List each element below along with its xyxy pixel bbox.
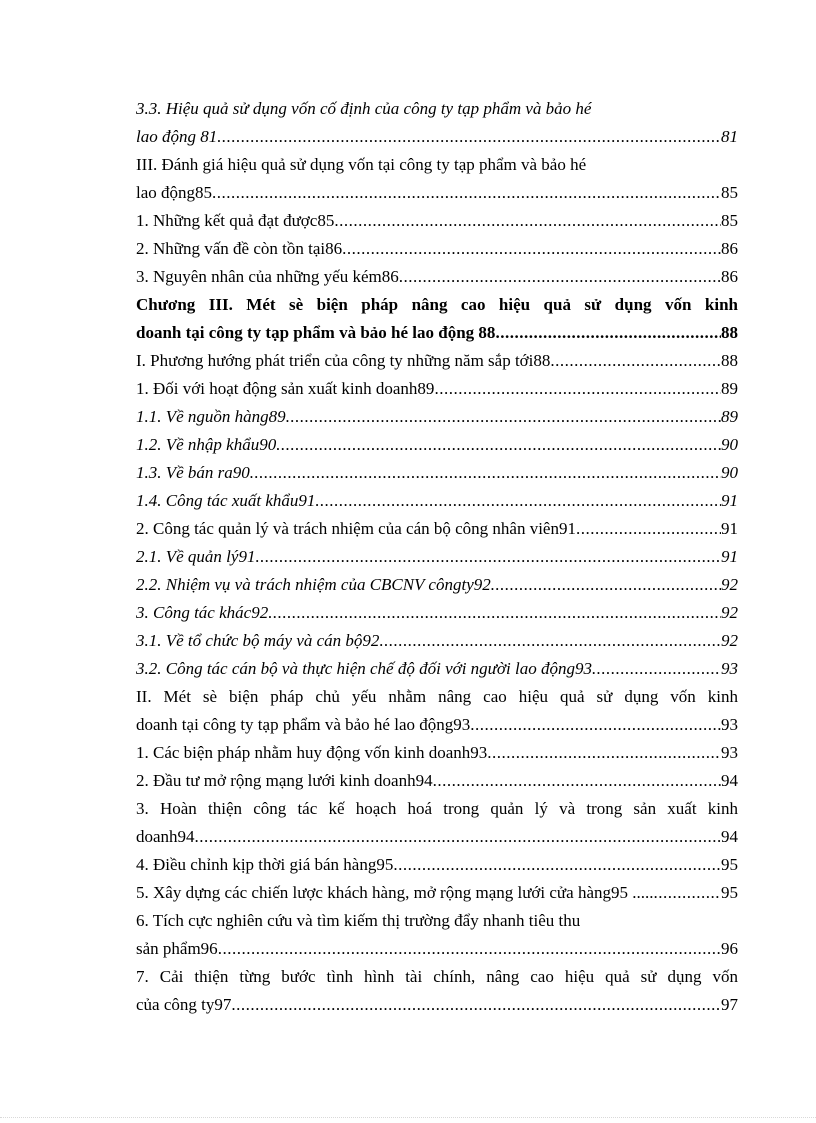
toc-page-number: 92 <box>721 575 738 594</box>
toc-entry-text: 2. Đầu tư mở rộng mạng lưới kinh doanh94 <box>136 771 433 790</box>
toc-page-number: 88 <box>721 351 738 370</box>
toc-entry-text: 6. Tích cực nghiên cứu và tìm kiếm thị trường đẩy nhanh tiêu thu <box>136 911 581 930</box>
toc-entry-text: sản phẩm96 <box>136 939 218 958</box>
toc-leader-dots <box>195 823 721 851</box>
toc-leader-dots <box>576 515 721 543</box>
toc-leader-dots <box>231 991 721 1019</box>
toc-page-number: 89 <box>721 407 738 426</box>
toc-page-number: 94 <box>721 827 738 846</box>
toc-leader-dots <box>434 375 721 403</box>
toc-entry <box>136 739 738 767</box>
toc-page-number: 85 <box>721 211 738 230</box>
toc-leader-dots <box>399 263 721 291</box>
toc-entry-3-3-line1 <box>136 95 738 123</box>
toc-page-number: 91 <box>721 491 738 510</box>
toc-entry-3-line2 <box>136 823 738 851</box>
toc-page-number: 85 <box>721 183 738 202</box>
toc-entry-7-line1 <box>136 963 738 991</box>
toc-page-number: 95 <box>721 855 738 874</box>
toc-entry <box>136 347 738 375</box>
toc-entry-text: III. Đánh giá hiệu quả sử dụng vốn tại công ty tạp phẩm và bảo hé <box>136 155 587 174</box>
toc-entry-text: 1. Đối với hoạt động sản xuất kinh doanh89 <box>136 379 435 398</box>
toc-entry-text: lao động 81 <box>136 127 218 146</box>
toc-entry-6-line1 <box>136 907 738 935</box>
toc-leader-dots <box>268 599 721 627</box>
toc-page-number: 86 <box>721 267 738 286</box>
toc-entry-II-line1 <box>136 683 738 711</box>
toc-page-number: 94 <box>721 771 738 790</box>
toc-entry-text: Chương III. Mét sè biện pháp nâng cao hiệu quả sử dụng vốn kinh <box>136 295 738 314</box>
toc-entry <box>136 459 738 487</box>
toc-entry-text: 7. Cải thiện từng bước tình hình tài chính, nâng cao hiệu quả sử dụng vốn <box>136 967 738 986</box>
toc-entry-text: 2. Những vấn đề còn tồn tại86 <box>136 239 343 258</box>
toc-entry <box>136 655 738 683</box>
toc-entry-text: 2. Công tác quản lý và trách nhiệm của cán bộ công nhân viên91 <box>136 519 576 538</box>
toc-entry-text: 1.4. Công tác xuất khẩu91 <box>136 491 316 510</box>
toc-entry-text: 3. Nguyên nhân của những yếu kém86 <box>136 267 399 286</box>
toc-leader-dots <box>250 459 721 487</box>
toc-page-number: 93 <box>721 659 738 678</box>
toc-entry-III-line2 <box>136 179 738 207</box>
toc-chapter-III-line2 <box>136 319 738 347</box>
toc-leader-dots <box>342 235 721 263</box>
toc-page-number: 93 <box>721 715 738 734</box>
toc-entry-text: của công ty97 <box>136 995 232 1014</box>
toc-leader-dots <box>491 571 721 599</box>
toc-entry-II-line2 <box>136 711 738 739</box>
toc-leader-dots <box>487 739 721 767</box>
toc-entry <box>136 207 738 235</box>
toc-page-number: 81 <box>721 127 738 146</box>
toc-entry <box>136 263 738 291</box>
toc-page-number: 97 <box>721 995 738 1014</box>
toc-page-number: 92 <box>721 631 738 650</box>
toc-page-number: 93 <box>721 743 738 762</box>
toc-entry-text: 3. Công tác khác92 <box>136 603 269 622</box>
toc-page-number: 91 <box>721 519 738 538</box>
toc-entry-text: doanh94 <box>136 827 195 846</box>
toc-entry <box>136 627 738 655</box>
toc-entry <box>136 515 738 543</box>
toc-entry-III-line1 <box>136 151 738 179</box>
toc-leader-dots <box>217 123 721 151</box>
toc-leader-dots <box>654 879 722 907</box>
toc-entry-text: 3.3. Hiệu quả sử dụng vốn cố định của công ty tạp phẩm và bảo hé <box>136 99 592 118</box>
toc-entry <box>136 431 738 459</box>
toc-entry <box>136 851 738 879</box>
toc-leader-dots <box>592 655 721 683</box>
table-of-contents <box>136 95 738 1019</box>
toc-entry-text: 1. Những kết quả đạt được85 <box>136 211 335 230</box>
toc-entry <box>136 571 738 599</box>
toc-entry <box>136 599 738 627</box>
toc-entry-text: 1.1. Về nguồn hàng89 <box>136 407 286 426</box>
toc-page-number: 92 <box>721 603 738 622</box>
toc-entry-text: 2.1. Về quản lý91 <box>136 547 256 566</box>
toc-leader-dots <box>495 319 721 347</box>
toc-entry-text: 3. Hoàn thiện công tác kế hoạch hoá trong quản lý và trong sản xuất kinh <box>136 799 738 818</box>
toc-entry-text: doanh tại công ty tạp phẩm và bảo hé lao động 88 <box>136 323 496 342</box>
toc-leader-dots <box>550 347 721 375</box>
toc-page-number: 88 <box>721 323 738 342</box>
toc-page-number: 86 <box>721 239 738 258</box>
toc-entry <box>136 235 738 263</box>
toc-entry <box>136 403 738 431</box>
toc-leader-dots <box>334 207 721 235</box>
toc-entry-7-line2 <box>136 991 738 1019</box>
toc-entry-6-line2 <box>136 935 738 963</box>
toc-leader-dots <box>470 711 721 739</box>
toc-leader-dots <box>255 543 721 571</box>
toc-entry <box>136 375 738 403</box>
toc-entry-text: II. Mét sè biện pháp chủ yếu nhằm nâng cao hiệu quả sử dụng vốn kinh <box>136 687 738 706</box>
toc-leader-dots <box>379 627 721 655</box>
toc-entry-text: I. Phương hướng phát triển của công ty những năm sắp tới88 <box>136 351 551 370</box>
toc-entry-text: 4. Điều chỉnh kịp thời giá bán hàng95 <box>136 855 394 874</box>
toc-page-number: 89 <box>721 379 738 398</box>
toc-leader-dots <box>218 935 721 963</box>
toc-page-number: 91 <box>721 547 738 566</box>
toc-leader-dots <box>276 431 721 459</box>
toc-leader-dots <box>212 179 721 207</box>
toc-entry-text: 1.3. Về bán ra90 <box>136 463 250 482</box>
toc-entry-text: 1. Các biện pháp nhằm huy động vốn kinh doanh93 <box>136 743 488 762</box>
toc-entry-text: 2.2. Nhiệm vụ và trách nhiệm của CBCNV côngty92 <box>136 575 491 594</box>
toc-leader-dots <box>393 851 721 879</box>
toc-entry <box>136 767 738 795</box>
toc-entry-text: 1.2. Về nhập khẩu90 <box>136 435 277 454</box>
toc-leader-dots <box>286 403 721 431</box>
toc-page-number: 90 <box>721 463 738 482</box>
toc-chapter-III-line1 <box>136 291 738 319</box>
toc-entry-3-line1 <box>136 795 738 823</box>
toc-page-number: 95 <box>721 883 738 902</box>
toc-page-number: 96 <box>721 939 738 958</box>
toc-entry-text: lao động85 <box>136 183 213 202</box>
toc-entry <box>136 543 738 571</box>
page-bottom-divider <box>0 1117 816 1118</box>
toc-entry <box>136 879 738 907</box>
toc-entry-text: 3.1. Về tổ chức bộ máy và cán bộ92 <box>136 631 380 650</box>
toc-entry-text: doanh tại công ty tạp phẩm và bảo hé lao động93 <box>136 715 471 734</box>
toc-leader-dots <box>315 487 721 515</box>
toc-entry-text: 5. Xây dựng các chiến lược khách hàng, mở rộng mạng lưới cửa hàng95 ..... <box>136 883 654 902</box>
toc-leader-dots <box>433 767 721 795</box>
toc-entry-text: 3.2. Công tác cán bộ và thực hiện chế độ đối với người lao động93 <box>136 659 592 678</box>
toc-page-number: 90 <box>721 435 738 454</box>
toc-entry <box>136 487 738 515</box>
toc-entry-3-3-line2 <box>136 123 738 151</box>
